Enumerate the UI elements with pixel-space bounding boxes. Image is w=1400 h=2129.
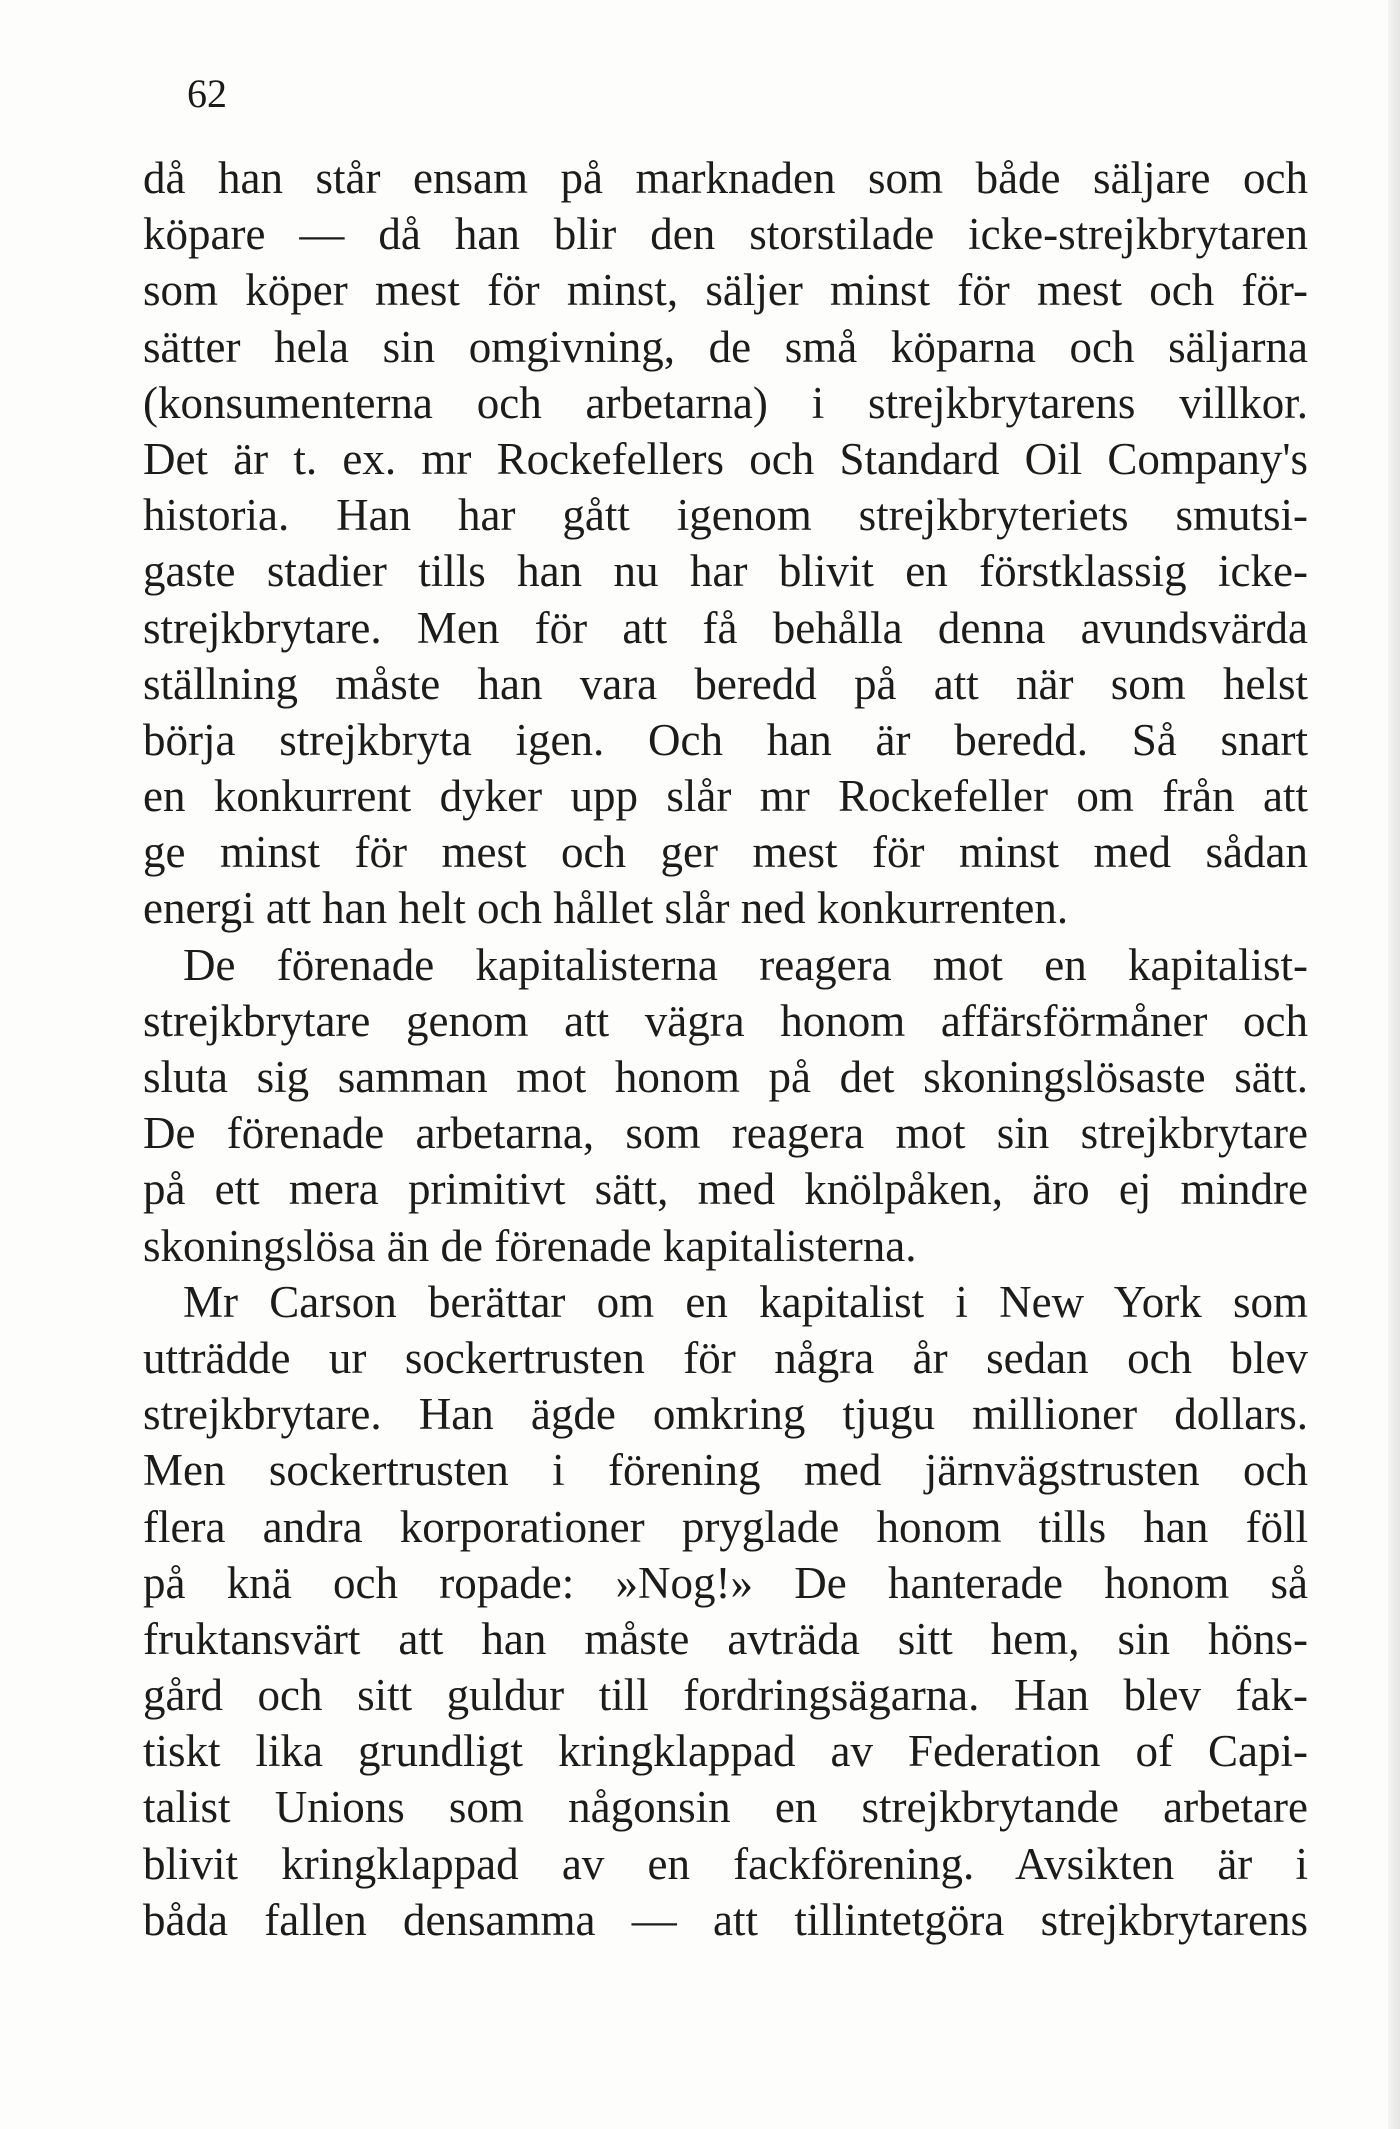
text-line: historia. Han har gått igenom strejkbryteriets smutsi- bbox=[143, 490, 1308, 541]
text-line: på ett mera primitivt sätt, med knölpåken, äro ej mindre bbox=[143, 1164, 1308, 1215]
text-line: tiskt lika grundligt kringklappad av Federation of Capi- bbox=[143, 1726, 1308, 1777]
paragraph bbox=[143, 150, 1308, 937]
text-line: ge minst för mest och ger mest för minst med sådan bbox=[143, 827, 1308, 878]
text-line: på knä och ropade: »Nog!» De hanterade honom så bbox=[143, 1557, 1308, 1608]
text-line: sätter hela sin omgivning, de små köparna och säljarna bbox=[143, 321, 1308, 372]
text-line: energi att han helt och hållet slår ned konkurrenten. bbox=[143, 883, 1069, 934]
text-line: utträdde ur sockertrusten för några år sedan och blev bbox=[143, 1332, 1308, 1383]
page-edge bbox=[1388, 0, 1400, 2129]
text-line: De förenade arbetarna, som reagera mot sin strejkbrytare bbox=[143, 1108, 1308, 1159]
text-line: De förenade kapitalisterna reagera mot en kapitalist- bbox=[183, 939, 1308, 990]
text-line: (konsumenterna och arbetarna) i strejkbrytarens villkor. bbox=[143, 377, 1308, 428]
text-line: en konkurrent dyker upp slår mr Rockefeller om från att bbox=[143, 771, 1308, 822]
text-line: Det är t. ex. mr Rockefellers och Standard Oil Company's bbox=[143, 433, 1308, 484]
text-line: då han står ensam på marknaden som både säljare och bbox=[143, 153, 1308, 203]
text-line: börja strejkbryta igen. Och han är beredd. Så snart bbox=[143, 714, 1308, 765]
text-line: ställning måste han vara beredd på att när som helst bbox=[143, 658, 1308, 709]
text-line: köpare — då han blir den storstilade icke-strejkbrytaren bbox=[143, 209, 1308, 260]
page-number: 62 bbox=[187, 71, 227, 116]
text-line: Men sockertrusten i förening med järnvägstrusten och bbox=[143, 1445, 1308, 1496]
text-line: fruktansvärt att han måste avträda sitt hem, sin höns- bbox=[143, 1613, 1308, 1664]
text-line: gaste stadier tills han nu har blivit en förstklassig icke- bbox=[143, 546, 1308, 597]
text-line: gård och sitt guldur till fordringsägarna. Han blev fak- bbox=[143, 1670, 1308, 1721]
paragraph bbox=[143, 937, 1308, 1274]
text-line: talist Unions som någonsin en strejkbrytande arbetare bbox=[143, 1782, 1308, 1833]
text-line: strejkbrytare genom att vägra honom affärsförmåner och bbox=[143, 995, 1308, 1046]
text-line: sluta sig samman mot honom på det skoningslösaste sätt. bbox=[143, 1052, 1308, 1102]
text-line: skoningslösa än de förenade kapitalisterna. bbox=[143, 1220, 917, 1271]
paragraph bbox=[143, 1274, 1308, 1948]
text-line: Mr Carson berättar om en kapitalist i New York som bbox=[183, 1276, 1308, 1327]
text-line: flera andra korporationer pryglade honom tills han föll bbox=[143, 1501, 1308, 1552]
text-line: blivit kringklappad av en fackförening. Avsikten är i bbox=[143, 1838, 1308, 1889]
page-text bbox=[143, 150, 1308, 1948]
text-line: strejkbrytare. Men för att få behålla denna avundsvärda bbox=[143, 602, 1308, 653]
text-line: strejkbrytare. Han ägde omkring tjugu millioner dollars. bbox=[143, 1389, 1308, 1440]
text-line: som köper mest för minst, säljer minst för mest och för- bbox=[143, 265, 1308, 316]
text-line: båda fallen densamma — att tillintetgöra strejkbrytarens bbox=[143, 1894, 1308, 1945]
